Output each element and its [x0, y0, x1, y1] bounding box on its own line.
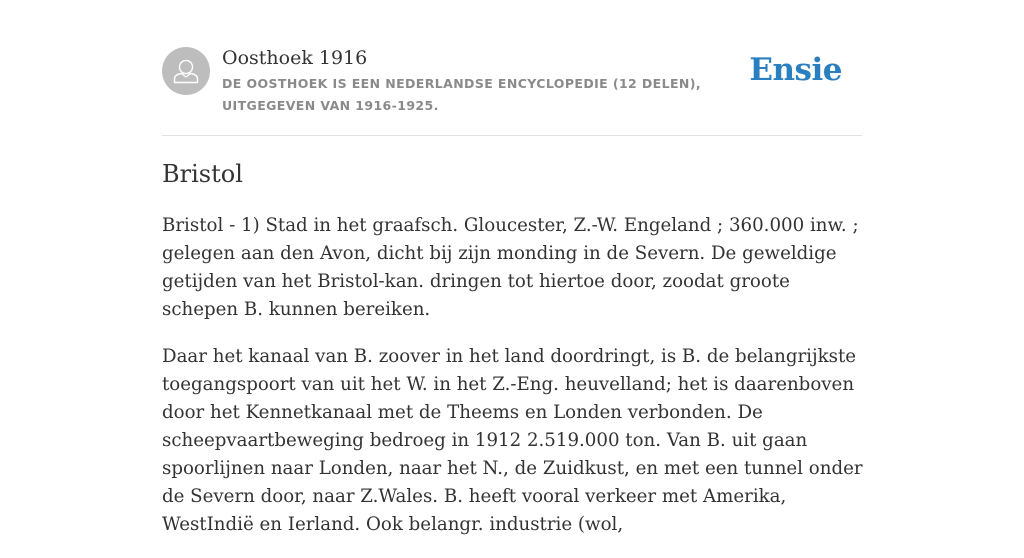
user-icon — [162, 47, 210, 95]
ensie-logo[interactable]: Ensie — [749, 52, 842, 88]
page — [162, 0, 863, 535]
source-name[interactable]: Oosthoek 1916 — [222, 47, 368, 69]
article-title: Bristol — [162, 160, 243, 188]
source-info — [222, 46, 762, 117]
source-avatar[interactable] — [162, 47, 210, 95]
article-paragraph: Bristol - 1) Stad in het graafsch. Gloucester, Z.-W. Engeland ; 360.000 inw. ; gelegen aan den Avon, dicht bij zijn monding in de Severn. De geweldige getijden van het Bristol-kan. dringen tot hiertoe door, zoodat groote schepen B. kunnen bereiken. — [162, 215, 859, 320]
source-description: DE OOSTHOEK IS EEN NEDERLANDSE ENCYCLOPEDIE (12 DELEN), UITGEGEVEN VAN 1916-1925. — [222, 76, 702, 113]
source-header — [162, 0, 862, 136]
article-body — [162, 212, 868, 558]
article-paragraph: Daar het kanaal van B. zoover in het land doordringt, is B. de belangrijkste toegangspoort van uit het W. in het Z.-Eng. heuvelland; het is daarenboven door het Kennetkanaal met de Theems en Londen verbonden. De scheepvaartbeweging bedroeg in 1912 2.519.000 ton. Van B. uit gaan spoorlijnen naar Londen, naar het N., de Zuidkust, en met een tunnel onder de Severn door, naar Z.Wales. B. heeft vooral verkeer met Amerika, WestIndië en Ierland. Ook belangr. industrie (wol, — [162, 346, 863, 535]
